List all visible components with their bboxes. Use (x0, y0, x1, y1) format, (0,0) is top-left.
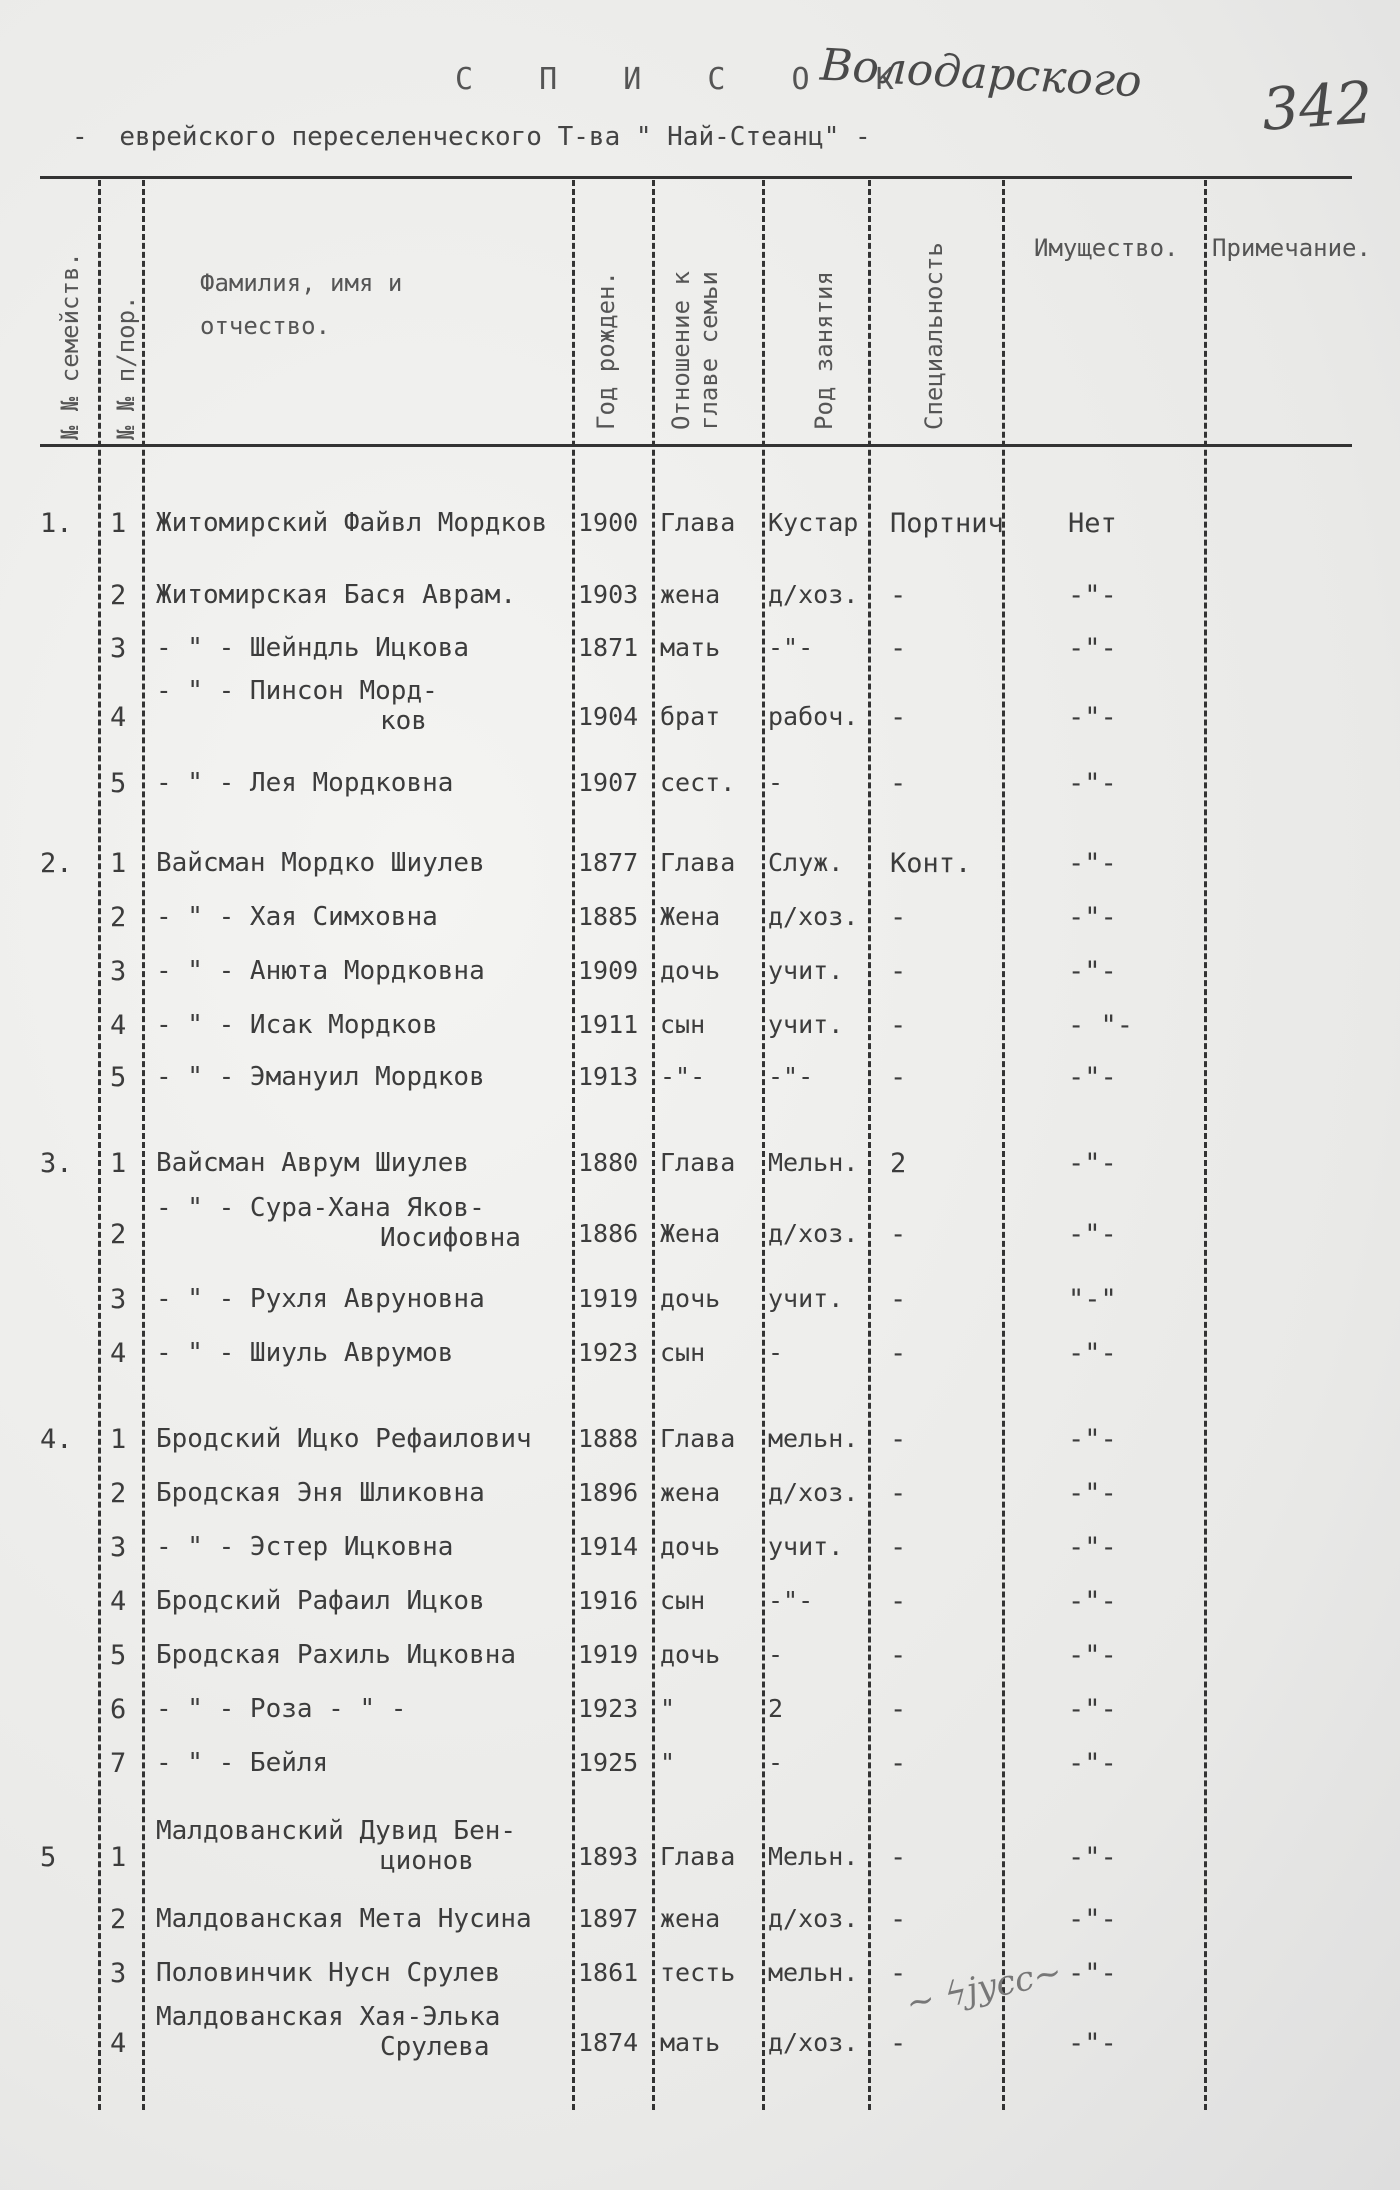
relation-cell: сын (660, 1586, 706, 1615)
relation-cell: дочь (660, 956, 721, 985)
row-number-cell: 4 (110, 1586, 127, 1617)
occupation-cell: Служ. (768, 848, 844, 877)
occupation-cell: д/хоз. (768, 1478, 859, 1507)
row-number-cell: 3 (110, 956, 127, 987)
specialty-cell: - (890, 1532, 907, 1563)
header-property: Имущество. (1034, 234, 1179, 262)
birth-year-cell: 1880 (578, 1148, 639, 1177)
property-cell: -"- (1068, 1338, 1117, 1369)
header-relation: Отношение к главе семьи (667, 271, 723, 430)
specialty-cell: - (890, 1010, 907, 1041)
header-birth-year: Год рожден. (592, 271, 620, 430)
name-cell: - " - Эстер Ицковна (156, 1532, 454, 1562)
relation-cell: сест. (660, 768, 736, 797)
row-number-cell: 2 (110, 1478, 127, 1509)
column-rule (98, 180, 101, 2110)
occupation-cell: -"- (768, 633, 814, 662)
name-cell-continuation: ков (380, 706, 427, 736)
occupation-cell: д/хоз. (768, 1219, 859, 1248)
property-cell: -"- (1068, 1424, 1117, 1455)
occupation-cell: мельн. (768, 1424, 859, 1453)
column-rule (652, 180, 655, 2110)
name-cell: - " - Анюта Мордковна (156, 956, 485, 986)
occupation-cell: - (768, 1748, 784, 1777)
property-cell: -"- (1068, 1062, 1117, 1093)
relation-cell: " (660, 1694, 676, 1723)
family-number-cell: 5 (40, 1842, 57, 1873)
header-top-rule (40, 176, 1352, 179)
specialty-cell: - (890, 1424, 907, 1455)
row-number-cell: 1 (110, 1424, 127, 1455)
header-name: Фамилия, имя и отчество. (200, 269, 403, 341)
row-number-cell: 1 (110, 1148, 127, 1179)
property-cell: -"- (1068, 1219, 1117, 1250)
column-rule (868, 180, 871, 2110)
occupation-cell: д/хоз. (768, 1904, 859, 1933)
relation-cell: жена (660, 1904, 721, 1933)
specialty-cell: - (890, 2028, 907, 2059)
property-cell: -"- (1068, 848, 1117, 879)
birth-year-cell: 1897 (578, 1904, 639, 1933)
column-rule (1002, 180, 1005, 2110)
name-cell: Бродская Рахиль Ицковна (156, 1640, 517, 1670)
property-cell: -"- (1068, 580, 1117, 611)
row-number-cell: 3 (110, 633, 127, 664)
birth-year-cell: 1877 (578, 848, 639, 877)
specialty-cell: - (890, 1062, 907, 1093)
header-row-no: № № п/пор. (112, 295, 140, 440)
property-cell: -"- (1068, 1748, 1117, 1779)
specialty-cell: - (890, 702, 907, 733)
row-number-cell: 1 (110, 848, 127, 879)
header-note: Примечание. (1212, 234, 1371, 262)
header-specialty: Специальность (920, 242, 948, 430)
name-cell: - " - Лея Мордковна (156, 768, 454, 798)
occupation-cell: Кустар (768, 508, 859, 537)
occupation-cell: - (768, 1338, 784, 1367)
specialty-cell: - (890, 1842, 907, 1873)
name-cell: - " - Шейндль Ицкова (156, 633, 470, 663)
property-cell: -"- (1068, 956, 1117, 987)
birth-year-cell: 1893 (578, 1842, 639, 1871)
occupation-cell: - (768, 1640, 784, 1669)
birth-year-cell: 1903 (578, 580, 639, 609)
property-cell: -"- (1068, 1586, 1117, 1617)
property-cell: -"- (1068, 1694, 1117, 1725)
birth-year-cell: 1925 (578, 1748, 639, 1777)
handwritten-title: Володарского (818, 39, 1143, 108)
row-number-cell: 2 (110, 902, 127, 933)
property-cell: -"- (1068, 902, 1117, 933)
row-number-cell: 1 (110, 508, 127, 539)
relation-cell: дочь (660, 1284, 721, 1313)
property-cell: -"- (1068, 1842, 1117, 1873)
name-cell: Малдованская Мета Нусина (156, 1904, 532, 1934)
row-number-cell: 7 (110, 1748, 127, 1779)
occupation-cell: мельн. (768, 1958, 859, 1987)
name-cell: Житомирский Файвл Мордков (156, 508, 548, 538)
specialty-cell: - (890, 1748, 907, 1779)
birth-year-cell: 1923 (578, 1694, 639, 1723)
handwritten-signature: ~ ϟjycc~ (902, 1952, 1066, 2024)
birth-year-cell: 1904 (578, 702, 639, 731)
specialty-cell: - (890, 1478, 907, 1509)
specialty-cell: - (890, 1694, 907, 1725)
birth-year-cell: 1909 (578, 956, 639, 985)
specialty-cell: - (890, 1958, 907, 1989)
relation-cell: сын (660, 1010, 706, 1039)
occupation-cell: Мельн. (768, 1842, 859, 1871)
leading-dash: - (72, 122, 88, 152)
row-number-cell: 2 (110, 1904, 127, 1935)
handwritten-page-number: 342 (1259, 68, 1375, 144)
occupation-cell: -"- (768, 1062, 814, 1091)
name-cell: - " - Эмануил Мордков (156, 1062, 485, 1092)
name-cell-continuation: Срулева (380, 2032, 490, 2062)
header-bottom-rule (40, 444, 1352, 447)
specialty-cell: - (890, 1284, 907, 1315)
column-rule (762, 180, 765, 2110)
property-cell: -"- (1068, 1958, 1117, 1989)
row-number-cell: 5 (110, 768, 127, 799)
property-cell: -"- (1068, 1640, 1117, 1671)
row-number-cell: 6 (110, 1694, 127, 1725)
relation-cell: дочь (660, 1532, 721, 1561)
specialty-cell: - (890, 1904, 907, 1935)
occupation-cell: Мельн. (768, 1148, 859, 1177)
birth-year-cell: 1896 (578, 1478, 639, 1507)
property-cell: -"- (1068, 1532, 1117, 1563)
birth-year-cell: 1871 (578, 633, 639, 662)
name-cell: Бродский Ицко Рефаилович (156, 1424, 532, 1454)
birth-year-cell: 1888 (578, 1424, 639, 1453)
row-number-cell: 3 (110, 1284, 127, 1315)
occupation-cell: рабоч. (768, 702, 859, 731)
family-number-cell: 1. (40, 508, 73, 539)
name-cell: Житомирская Бася Аврам. (156, 580, 517, 610)
trailing-dash: - (855, 122, 871, 152)
row-number-cell: 2 (110, 1219, 127, 1250)
name-cell: - " - Шиуль Аврумов (156, 1338, 454, 1368)
occupation-cell: - (768, 768, 784, 797)
document-title: С П И С О К (455, 62, 918, 97)
occupation-cell: д/хоз. (768, 902, 859, 931)
occupation-cell: -"- (768, 1586, 814, 1615)
specialty-cell: - (890, 580, 907, 611)
row-number-cell: 3 (110, 1532, 127, 1563)
relation-cell: тесть (660, 1958, 736, 1987)
name-cell: - " - Роза - " - (156, 1694, 407, 1724)
property-cell: -"- (1068, 768, 1117, 799)
name-cell: Малдованская Хая-Элька (156, 2002, 501, 2032)
column-rule (142, 180, 145, 2110)
specialty-cell: - (890, 956, 907, 987)
column-rule (1204, 180, 1207, 2110)
occupation-cell: учит. (768, 1284, 844, 1313)
name-cell: - " - Сура-Хана Яков- (156, 1193, 485, 1223)
name-cell: Половинчик Нусн Срулев (156, 1958, 501, 1988)
birth-year-cell: 1907 (578, 768, 639, 797)
family-number-cell: 2. (40, 848, 73, 879)
birth-year-cell: 1914 (578, 1532, 639, 1561)
property-cell: "-" (1068, 1284, 1117, 1315)
property-cell: -"- (1068, 633, 1117, 664)
row-number-cell: 2 (110, 580, 127, 611)
relation-cell: Глава (660, 1842, 736, 1871)
property-cell: - "- (1068, 1010, 1134, 1041)
relation-cell: Жена (660, 1219, 721, 1248)
name-cell-continuation: ционов (380, 1846, 474, 1876)
specialty-cell: - (890, 633, 907, 664)
property-cell: -"- (1068, 1904, 1117, 1935)
occupation-cell: учит. (768, 956, 844, 985)
relation-cell: жена (660, 580, 721, 609)
birth-year-cell: 1919 (578, 1284, 639, 1313)
name-cell: - " - Рухля Авруновна (156, 1284, 485, 1314)
specialty-cell: Портнич (890, 508, 1004, 539)
relation-cell: Глава (660, 848, 736, 877)
birth-year-cell: 1911 (578, 1010, 639, 1039)
row-number-cell: 4 (110, 1338, 127, 1369)
relation-cell: Глава (660, 1424, 736, 1453)
occupation-cell: 2 (768, 1694, 784, 1723)
birth-year-cell: 1900 (578, 508, 639, 537)
property-cell: -"- (1068, 1478, 1117, 1509)
property-cell: Нет (1068, 508, 1117, 539)
row-number-cell: 1 (110, 1842, 127, 1873)
header-family-no: № № семейств. (56, 252, 84, 440)
relation-cell: сын (660, 1338, 706, 1367)
property-cell: -"- (1068, 1148, 1117, 1179)
row-number-cell: 5 (110, 1640, 127, 1671)
specialty-cell: - (890, 768, 907, 799)
specialty-cell: - (890, 1640, 907, 1671)
document-subtitle (72, 122, 871, 152)
property-cell: -"- (1068, 2028, 1117, 2059)
occupation-cell: учит. (768, 1010, 844, 1039)
family-number-cell: 4. (40, 1424, 73, 1455)
row-number-cell: 4 (110, 702, 127, 733)
relation-cell: дочь (660, 1640, 721, 1669)
name-cell: Бродский Рафаил Ицков (156, 1586, 485, 1616)
name-cell: - " - Бейля (156, 1748, 329, 1778)
row-number-cell: 5 (110, 1062, 127, 1093)
birth-year-cell: 1916 (578, 1586, 639, 1615)
relation-cell: Жена (660, 902, 721, 931)
occupation-cell: д/хоз. (768, 2028, 859, 2057)
birth-year-cell: 1919 (578, 1640, 639, 1669)
name-cell: Вайсман Мордко Шиулев (156, 848, 485, 878)
property-cell: -"- (1068, 702, 1117, 733)
subtitle-text: еврейского переселенческого Т-ва " Най-Стеанц" (119, 122, 840, 152)
relation-cell: Глава (660, 1148, 736, 1177)
relation-cell: жена (660, 1478, 721, 1507)
name-cell-continuation: Иосифовна (380, 1223, 521, 1253)
specialty-cell: Конт. (890, 848, 972, 879)
birth-year-cell: 1861 (578, 1958, 639, 1987)
specialty-cell: - (890, 1586, 907, 1617)
birth-year-cell: 1885 (578, 902, 639, 931)
occupation-cell: д/хоз. (768, 580, 859, 609)
birth-year-cell: 1923 (578, 1338, 639, 1367)
specialty-cell: 2 (890, 1148, 907, 1179)
name-cell: - " - Исак Мордков (156, 1010, 438, 1040)
birth-year-cell: 1874 (578, 2028, 639, 2057)
name-cell: - " - Хая Симховна (156, 902, 438, 932)
name-cell: - " - Пинсон Морд- (156, 676, 438, 706)
name-cell: Малдованский Дувид Бен- (156, 1816, 517, 1846)
specialty-cell: - (890, 902, 907, 933)
relation-cell: брат (660, 702, 721, 731)
specialty-cell: - (890, 1219, 907, 1250)
family-number-cell: 3. (40, 1148, 73, 1179)
name-cell: Бродская Эня Шликовна (156, 1478, 485, 1508)
relation-cell: мать (660, 2028, 721, 2057)
relation-cell: мать (660, 633, 721, 662)
row-number-cell: 4 (110, 2028, 127, 2059)
relation-cell: -"- (660, 1062, 706, 1091)
relation-cell: " (660, 1748, 676, 1777)
column-rule (572, 180, 575, 2110)
occupation-cell: учит. (768, 1532, 844, 1561)
name-cell: Вайсман Аврум Шиулев (156, 1148, 470, 1178)
birth-year-cell: 1886 (578, 1219, 639, 1248)
birth-year-cell: 1913 (578, 1062, 639, 1091)
specialty-cell: - (890, 1338, 907, 1369)
relation-cell: Глава (660, 508, 736, 537)
row-number-cell: 4 (110, 1010, 127, 1041)
header-occupation: Род занятия (810, 271, 838, 430)
row-number-cell: 3 (110, 1958, 127, 1989)
